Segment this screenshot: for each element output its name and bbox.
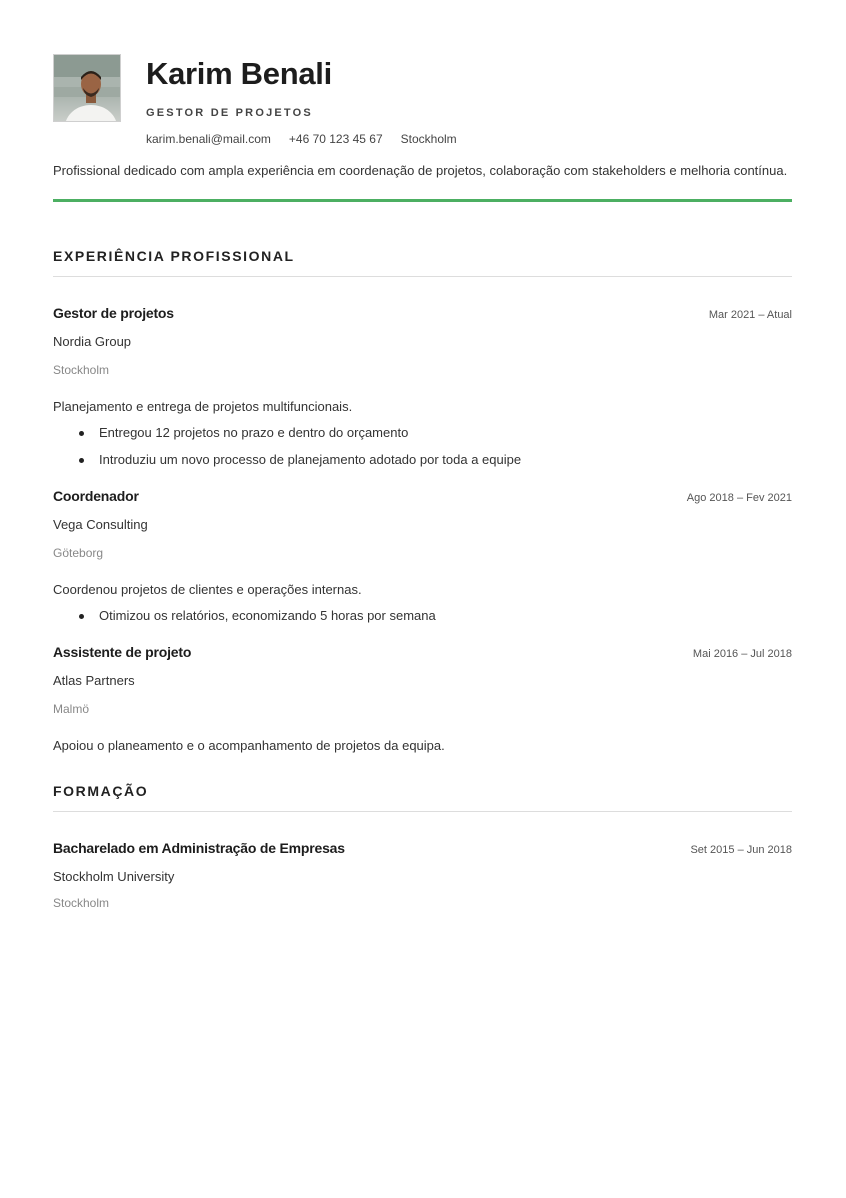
entry-header: [53, 304, 792, 322]
accent-divider: [53, 199, 792, 202]
entry-organization: Vega Consulting: [53, 517, 148, 532]
contact-phone[interactable]: +46 70 123 45 67: [288, 132, 383, 146]
experience-entry: [53, 643, 792, 754]
bullet-icon: [79, 431, 84, 436]
entry-school: Stockholm University: [53, 869, 175, 884]
entry-organization: Atlas Partners: [53, 673, 135, 688]
bullet-text: Entregou 12 projetos no prazo e dentro do orçamento: [99, 425, 409, 440]
entry-location: Stockholm: [53, 896, 110, 910]
entry-description: Apoiou o planeamento e o acompanhamento de projetos da equipa.: [53, 738, 445, 753]
entry-role: Coordenador: [53, 488, 139, 504]
entry-organization: Nordia Group: [53, 334, 132, 349]
entry-role: Assistente de projeto: [53, 644, 192, 660]
entry-description: Planejamento e entrega de projetos multifuncionais.: [53, 399, 353, 414]
entry-dates: Ago 2018 – Fev 2021: [686, 492, 792, 504]
bullet-icon: [79, 458, 84, 463]
entry-bullets: [53, 425, 792, 468]
entry-location: Malmö: [53, 702, 90, 716]
contact-email[interactable]: karim.benali@mail.com: [146, 132, 271, 146]
section-divider: [53, 811, 792, 812]
list-item: [99, 425, 792, 441]
education-entry: [53, 839, 792, 911]
section-divider: [53, 276, 792, 277]
entry-location: Göteborg: [53, 546, 104, 560]
section-title: EXPERIÊNCIA PROFISSIONAL: [53, 248, 295, 264]
bullet-text: Otimizou os relatórios, economizando 5 horas por semana: [99, 608, 436, 623]
entry-role: Gestor de projetos: [53, 305, 174, 321]
profile-summary: Profissional dedicado com ampla experiência em coordenação de projetos, colaboração com stakeholders e melhoria contínua.: [53, 163, 788, 178]
entry-dates: Mai 2016 – Jul 2018: [692, 648, 792, 660]
profile-photo: [53, 54, 121, 122]
entry-degree: Bacharelado em Administração de Empresas: [53, 840, 345, 856]
entry-dates: Set 2015 – Jun 2018: [690, 844, 792, 856]
entry-header: [53, 643, 792, 661]
contact-line: [146, 131, 457, 147]
education-section: [53, 782, 792, 911]
identity-block: [146, 54, 457, 147]
experience-entry: [53, 304, 792, 468]
experience-entry: [53, 487, 792, 624]
entry-header: [53, 839, 792, 857]
entry-header: [53, 487, 792, 505]
bullet-text: Introduziu um novo processo de planejamento adotado por toda a equipe: [99, 452, 522, 467]
resume-header: [53, 54, 792, 154]
bullet-icon: [79, 614, 84, 619]
experience-section: [53, 247, 792, 754]
resume-page: [53, 54, 792, 911]
person-icon: [54, 55, 121, 122]
entry-bullets: [53, 608, 792, 624]
entry-location: Stockholm: [53, 363, 110, 377]
list-item: [99, 452, 792, 468]
section-title: FORMAÇÃO: [53, 783, 149, 799]
list-item: [99, 608, 792, 624]
contact-location: Stockholm: [400, 132, 457, 146]
full-name: Karim Benali: [146, 56, 332, 91]
entry-dates: Mar 2021 – Atual: [708, 309, 792, 321]
job-title: GESTOR DE PROJETOS: [146, 107, 313, 119]
entry-description: Coordenou projetos de clientes e operações internas.: [53, 582, 362, 597]
